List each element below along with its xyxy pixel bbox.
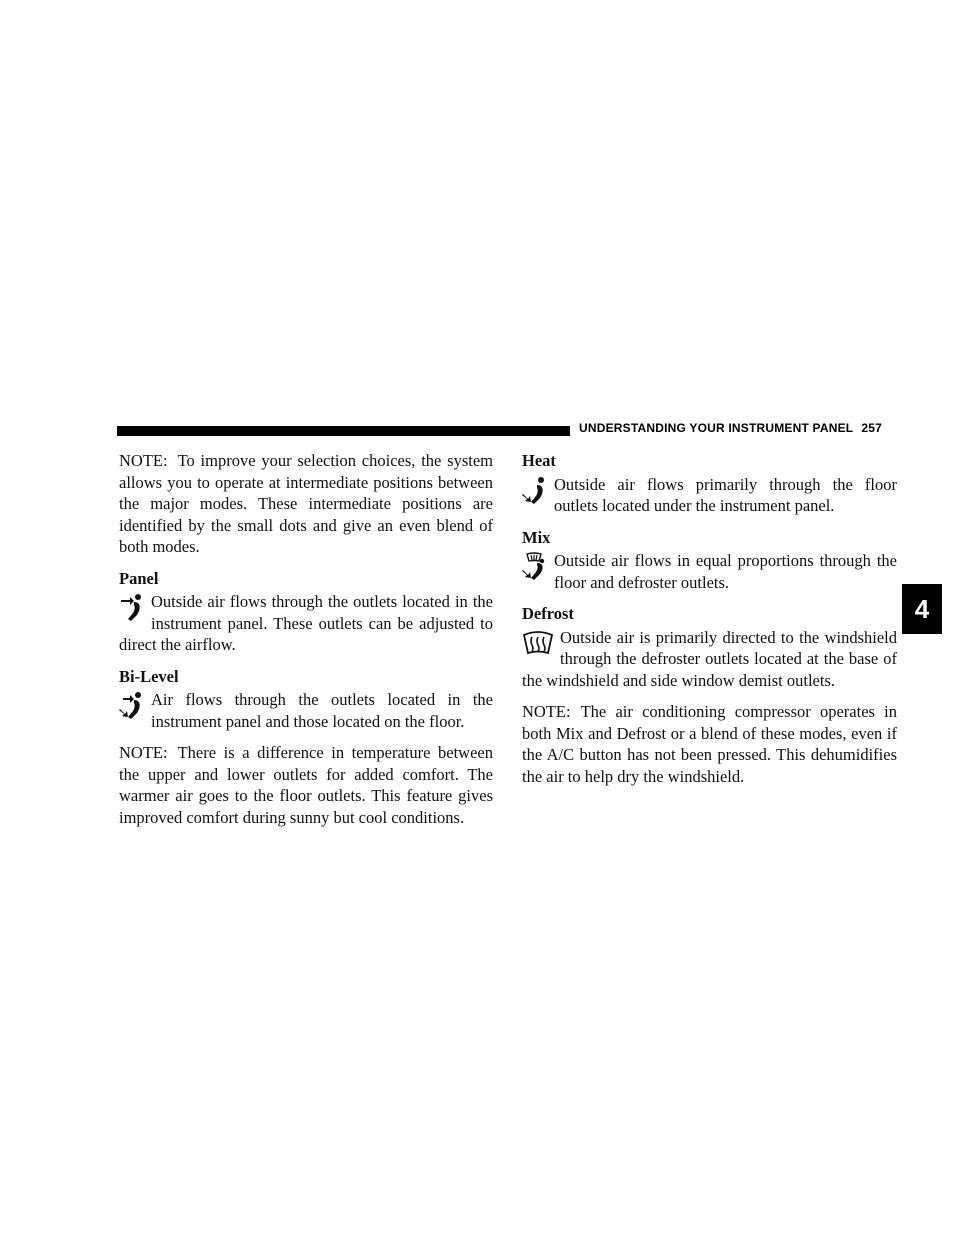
defrost-description: Outside air is primarily directed to the windshield through the defroster outlets located at the base of the windshield and side window demist outlets. — [522, 627, 897, 690]
section-title: UNDERSTANDING YOUR INSTRUMENT PANEL — [579, 421, 854, 435]
note-label: NOTE: — [119, 451, 168, 470]
note-paragraph — [119, 742, 493, 828]
bi-level-mode-block — [119, 689, 493, 732]
panel-description: Outside air flows through the outlets located in the instrument panel. These outlets can be adjusted to direct the airflow. — [119, 592, 493, 654]
note-text: To improve your selection choices, the system allows you to operate at intermediate positions between the major modes. These intermediate positions are identified by the small dots and give an even blend of both modes. — [119, 451, 493, 556]
heat-description: Outside air flows primarily through the floor outlets located under the instrument panel. — [554, 474, 897, 515]
defrost-mode-icon — [522, 629, 554, 659]
note-label: NOTE: — [119, 743, 168, 762]
running-header — [579, 421, 882, 435]
bi-level-heading: Bi-Level — [119, 666, 179, 686]
note-paragraph — [119, 450, 493, 558]
defrost-heading: Defrost — [522, 604, 574, 623]
note-text: There is a difference in temperature between the upper and lower outlets for added comfort. The warmer air goes to the floor outlets. This feature gives improved comfort during sunny but cool conditions. — [119, 743, 493, 827]
chapter-tab: 4 — [902, 584, 942, 634]
mix-mode-block — [522, 550, 897, 593]
mix-heading: Mix — [522, 527, 551, 547]
note-text: The air conditioning compressor operates in both Mix and Defrost or a blend of these modes, even if the A/C button has not been pressed. This dehumidifies the air to help dry the windshield. — [522, 702, 897, 786]
defrost-mode-block — [522, 627, 897, 692]
heat-mode-block — [522, 474, 897, 517]
panel-heading: Panel — [119, 568, 159, 588]
page-number: 257 — [861, 421, 882, 435]
panel-mode-icon — [119, 593, 145, 623]
heat-heading: Heat — [522, 451, 556, 470]
left-column — [119, 450, 493, 838]
bi-level-description: Air flows through the outlets located in the instrument panel and those located on the floor. — [151, 690, 493, 731]
right-column — [522, 450, 897, 797]
mix-mode-icon — [522, 552, 548, 582]
bi-level-mode-icon — [119, 691, 145, 721]
header-rule — [117, 426, 570, 436]
panel-mode-block — [119, 591, 493, 656]
heat-mode-icon — [522, 476, 548, 506]
mix-description: Outside air flows in equal proportions through the floor and defroster outlets. — [554, 551, 897, 592]
note-label: NOTE: — [522, 702, 571, 721]
note-paragraph — [522, 701, 897, 787]
